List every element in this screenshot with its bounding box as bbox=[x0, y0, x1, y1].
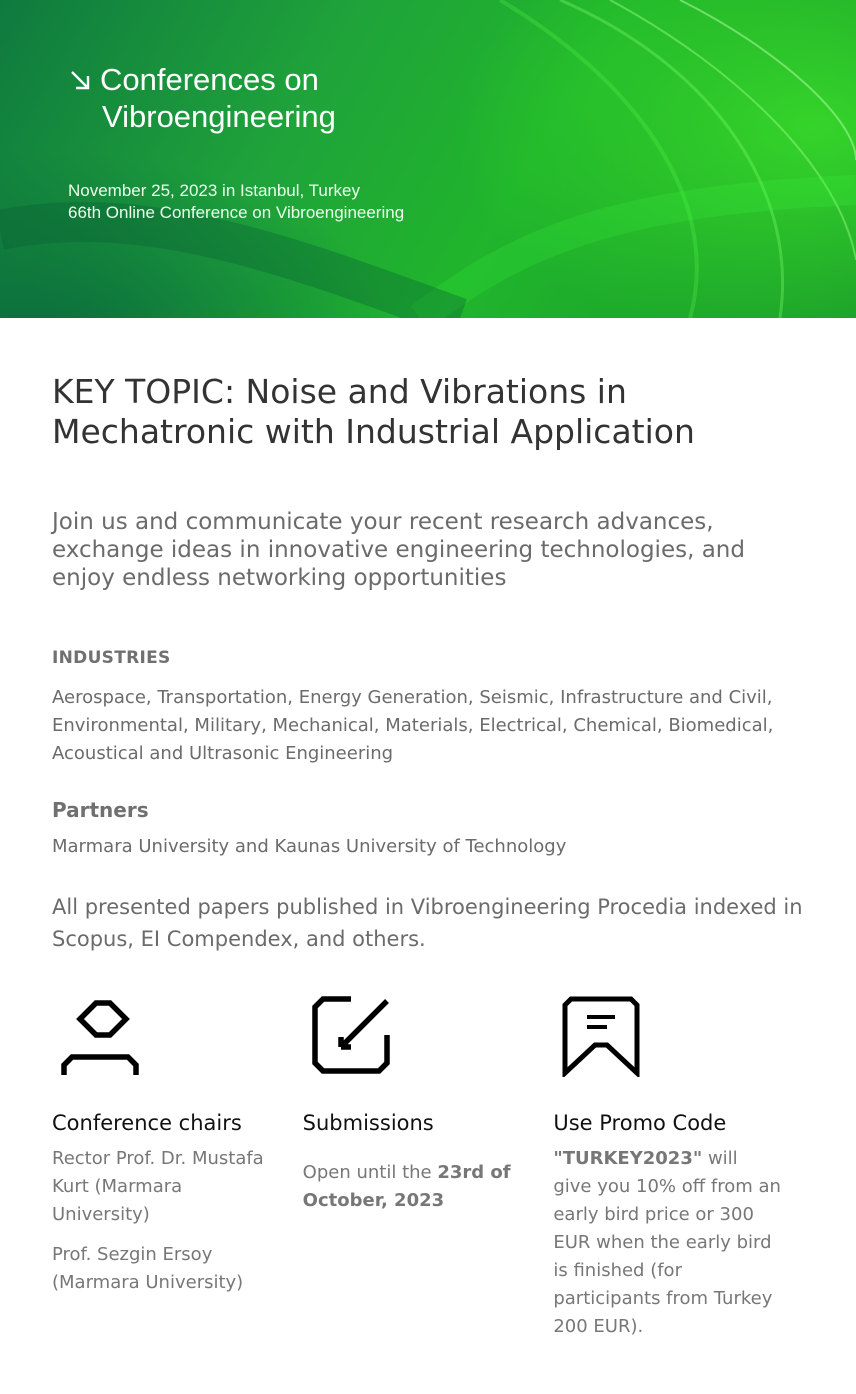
event-conference-name: 66th Online Conference on Vibroengineering bbox=[68, 203, 405, 222]
chairs-title: Conference chairs bbox=[52, 1111, 242, 1135]
main-content bbox=[0, 372, 856, 1341]
features-row bbox=[52, 993, 804, 1341]
logo-title-line1: Conferences on bbox=[100, 62, 319, 97]
feature-promo-code bbox=[553, 993, 804, 1341]
submissions-prefix: Open until the bbox=[302, 1162, 438, 1183]
submissions-title: Submissions bbox=[302, 1111, 434, 1135]
promo-code: "TURKEY2023" bbox=[553, 1148, 703, 1169]
industries-label: INDUSTRIES bbox=[52, 648, 171, 668]
promo-title: Use Promo Code bbox=[553, 1111, 727, 1135]
conference-logo bbox=[68, 62, 336, 136]
event-date-location: November 25, 2023 in Istanbul, Turkey bbox=[68, 181, 360, 200]
chairs-person-2: Prof. Sezgin Ersoy (Marmara University) bbox=[52, 1244, 244, 1293]
partners-text: Marmara University and Kaunas University of Technology bbox=[52, 836, 567, 857]
hero-background-waves bbox=[0, 0, 856, 318]
logo-title-line2: Vibroengineering bbox=[102, 99, 336, 134]
promo-description: will give you 10% off from an early bird price or 300 EUR when the early bird is finished (for participants from Turkey 200 EUR). bbox=[553, 1148, 781, 1337]
partners-label: Partners bbox=[52, 798, 149, 822]
arrow-down-right-icon bbox=[68, 66, 96, 94]
hero-meta bbox=[68, 180, 404, 224]
hero-banner bbox=[0, 0, 856, 318]
submissions-text bbox=[303, 1159, 531, 1215]
key-topic-heading: KEY TOPIC: Noise and Vibrations in Mechatronic with Industrial Application bbox=[52, 372, 695, 451]
promo-text bbox=[553, 1145, 781, 1341]
feature-submissions bbox=[303, 993, 554, 1341]
edit-icon bbox=[309, 993, 393, 1077]
submissions-deadline: 23rd of October, 2023 bbox=[302, 1162, 511, 1211]
chairs-person-1: Rector Prof. Dr. Mustafa Kurt (Marmara University) bbox=[52, 1148, 264, 1225]
feature-conference-chairs bbox=[52, 993, 303, 1341]
intro-text: Join us and communicate your recent research advances, exchange ideas in innovative engineering technologies, and enjoy endless networking opportunities bbox=[52, 509, 745, 591]
industries-text: Aerospace, Transportation, Energy Generation, Seismic, Infrastructure and Civil, Environmental, Military, Mechanical, Materials, Electrical, Chemical, Biomedical, Acoustical and Ultrasonic Engineering bbox=[52, 687, 774, 764]
bookmark-icon bbox=[559, 993, 643, 1077]
person-icon bbox=[58, 993, 142, 1077]
indexing-note: All presented papers published in Vibroengineering Procedia indexed in Scopus, EI Compendex, and others. bbox=[52, 895, 803, 951]
